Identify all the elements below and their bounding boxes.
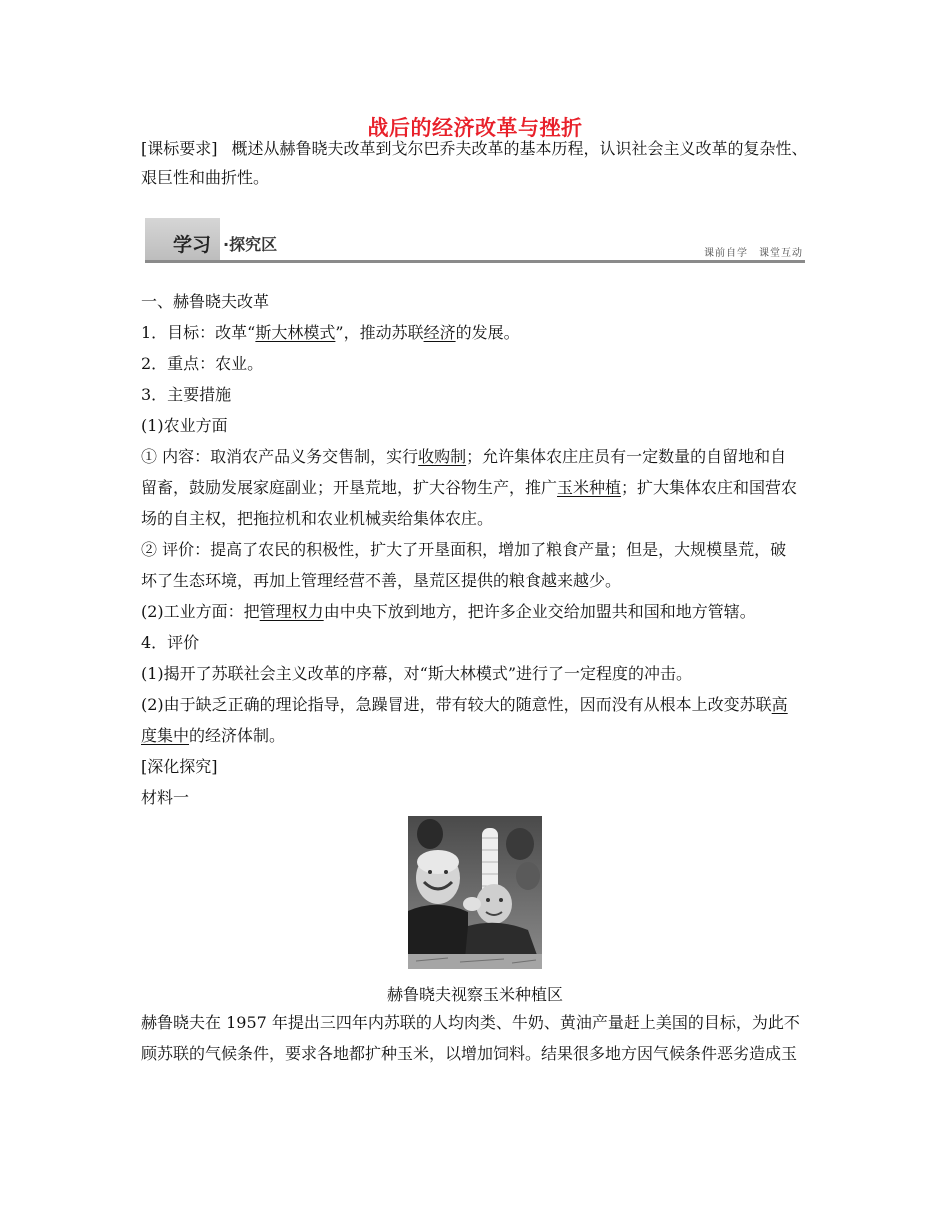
measures-line: 3．主要措施 — [141, 385, 232, 404]
evaluation-heading: 4．评价 — [141, 633, 200, 652]
content-line-2 — [141, 478, 797, 498]
section-heading: 一、赫鲁晓夫改革 — [141, 292, 270, 311]
eval-line-2: 坏了生态环境，再加上管理经营不善，垦荒区提供的粮食越来越少。 — [141, 571, 622, 590]
evaluation-line-2 — [141, 695, 788, 715]
goal-prefix: 1．目标：改革“ — [141, 323, 256, 342]
evaluation-underlined-2: 度集中 — [141, 726, 190, 745]
banner-divider — [145, 260, 805, 263]
evaluation-text-a: (2)由于缺乏正确的理论指导，急躁冒进，带有较大的随意性，因而没有从根本上改变苏联 — [141, 695, 772, 714]
content-text-a: ① 内容：取消农产品义务交售制，实行 — [141, 447, 419, 466]
banner-right-label: 课前自学 课堂互动 — [704, 248, 803, 259]
photo-illustration — [408, 816, 542, 969]
page-title: 战后的经济改革与挫折 — [367, 116, 583, 140]
content-underlined-2: 玉米种植 — [557, 478, 622, 497]
content-text-b: ；允许集体农庄庄员有一定数量的自留地和自 — [466, 447, 787, 466]
historical-photo — [408, 816, 542, 969]
requirement-line-1 — [141, 139, 808, 159]
industry-text-a: (2)工业方面：把 — [141, 602, 260, 621]
requirement-text: 概述从赫鲁晓夫改革到戈尔巴乔夫改革的基本历程，认识社会主义改革的复杂性、 — [231, 139, 808, 158]
content-text-c: 留畜，鼓励发展家庭副业；开垦荒地，扩大谷物生产，推广 — [141, 478, 558, 497]
evaluation-line-1: (1)揭开了苏联社会主义改革的序幕，对“斯大林模式”进行了一定程度的冲击。 — [141, 664, 693, 683]
banner-sub-label: ·探究区 — [223, 235, 278, 254]
content-line-3: 场的自主权，把拖拉机和农业机械卖给集体农庄。 — [141, 509, 494, 528]
content-text-d: ；扩大集体农庄和国营农 — [621, 478, 798, 497]
evaluation-line-3 — [141, 726, 285, 746]
goal-underlined-1: 斯大林模式 — [255, 323, 336, 342]
goal-underlined-2: 经济 — [423, 323, 456, 342]
deepen-label: [深化探究] — [141, 757, 218, 776]
section-banner — [145, 218, 805, 264]
material-label: 材料一 — [141, 788, 190, 807]
goal-mid: ”，推动苏联 — [335, 323, 424, 342]
goal-line — [141, 323, 520, 343]
content-line-1 — [141, 447, 786, 467]
industry-text-b: 由中央下放到地方，把许多企业交给加盟共和国和地方管辖。 — [323, 602, 756, 621]
industry-underlined: 管理权力 — [259, 602, 324, 621]
paragraph-line-2: 顾苏联的气候条件，要求各地都扩种玉米，以增加饲料。结果很多地方因气候条件恶劣造成玉 — [141, 1044, 798, 1063]
industry-line — [141, 602, 756, 622]
paragraph-line-1: 赫鲁晓夫在 1957 年提出三四年内苏联的人均肉类、牛奶、黄油产量赶上美国的目标，为此不 — [141, 1013, 800, 1032]
requirement-line-2: 艰巨性和曲折性。 — [141, 168, 270, 187]
agri-heading: (1)农业方面 — [141, 416, 228, 435]
requirement-tag: [课标要求] — [141, 139, 218, 158]
photo-caption: 赫鲁晓夫视察玉米种植区 — [386, 985, 563, 1004]
evaluation-text-b: 的经济体制。 — [189, 726, 286, 745]
banner-main-label: 学习 — [173, 234, 212, 256]
content-underlined-1: 收购制 — [418, 447, 467, 466]
eval-line-1: ② 评价：提高了农民的积极性，扩大了开垦面积，增加了粮食产量；但是，大规模垦荒，破 — [141, 540, 787, 559]
focus-line: 2．重点：农业。 — [141, 354, 264, 373]
goal-suffix: 的发展。 — [455, 323, 520, 342]
evaluation-underlined-1: 高 — [771, 695, 788, 714]
